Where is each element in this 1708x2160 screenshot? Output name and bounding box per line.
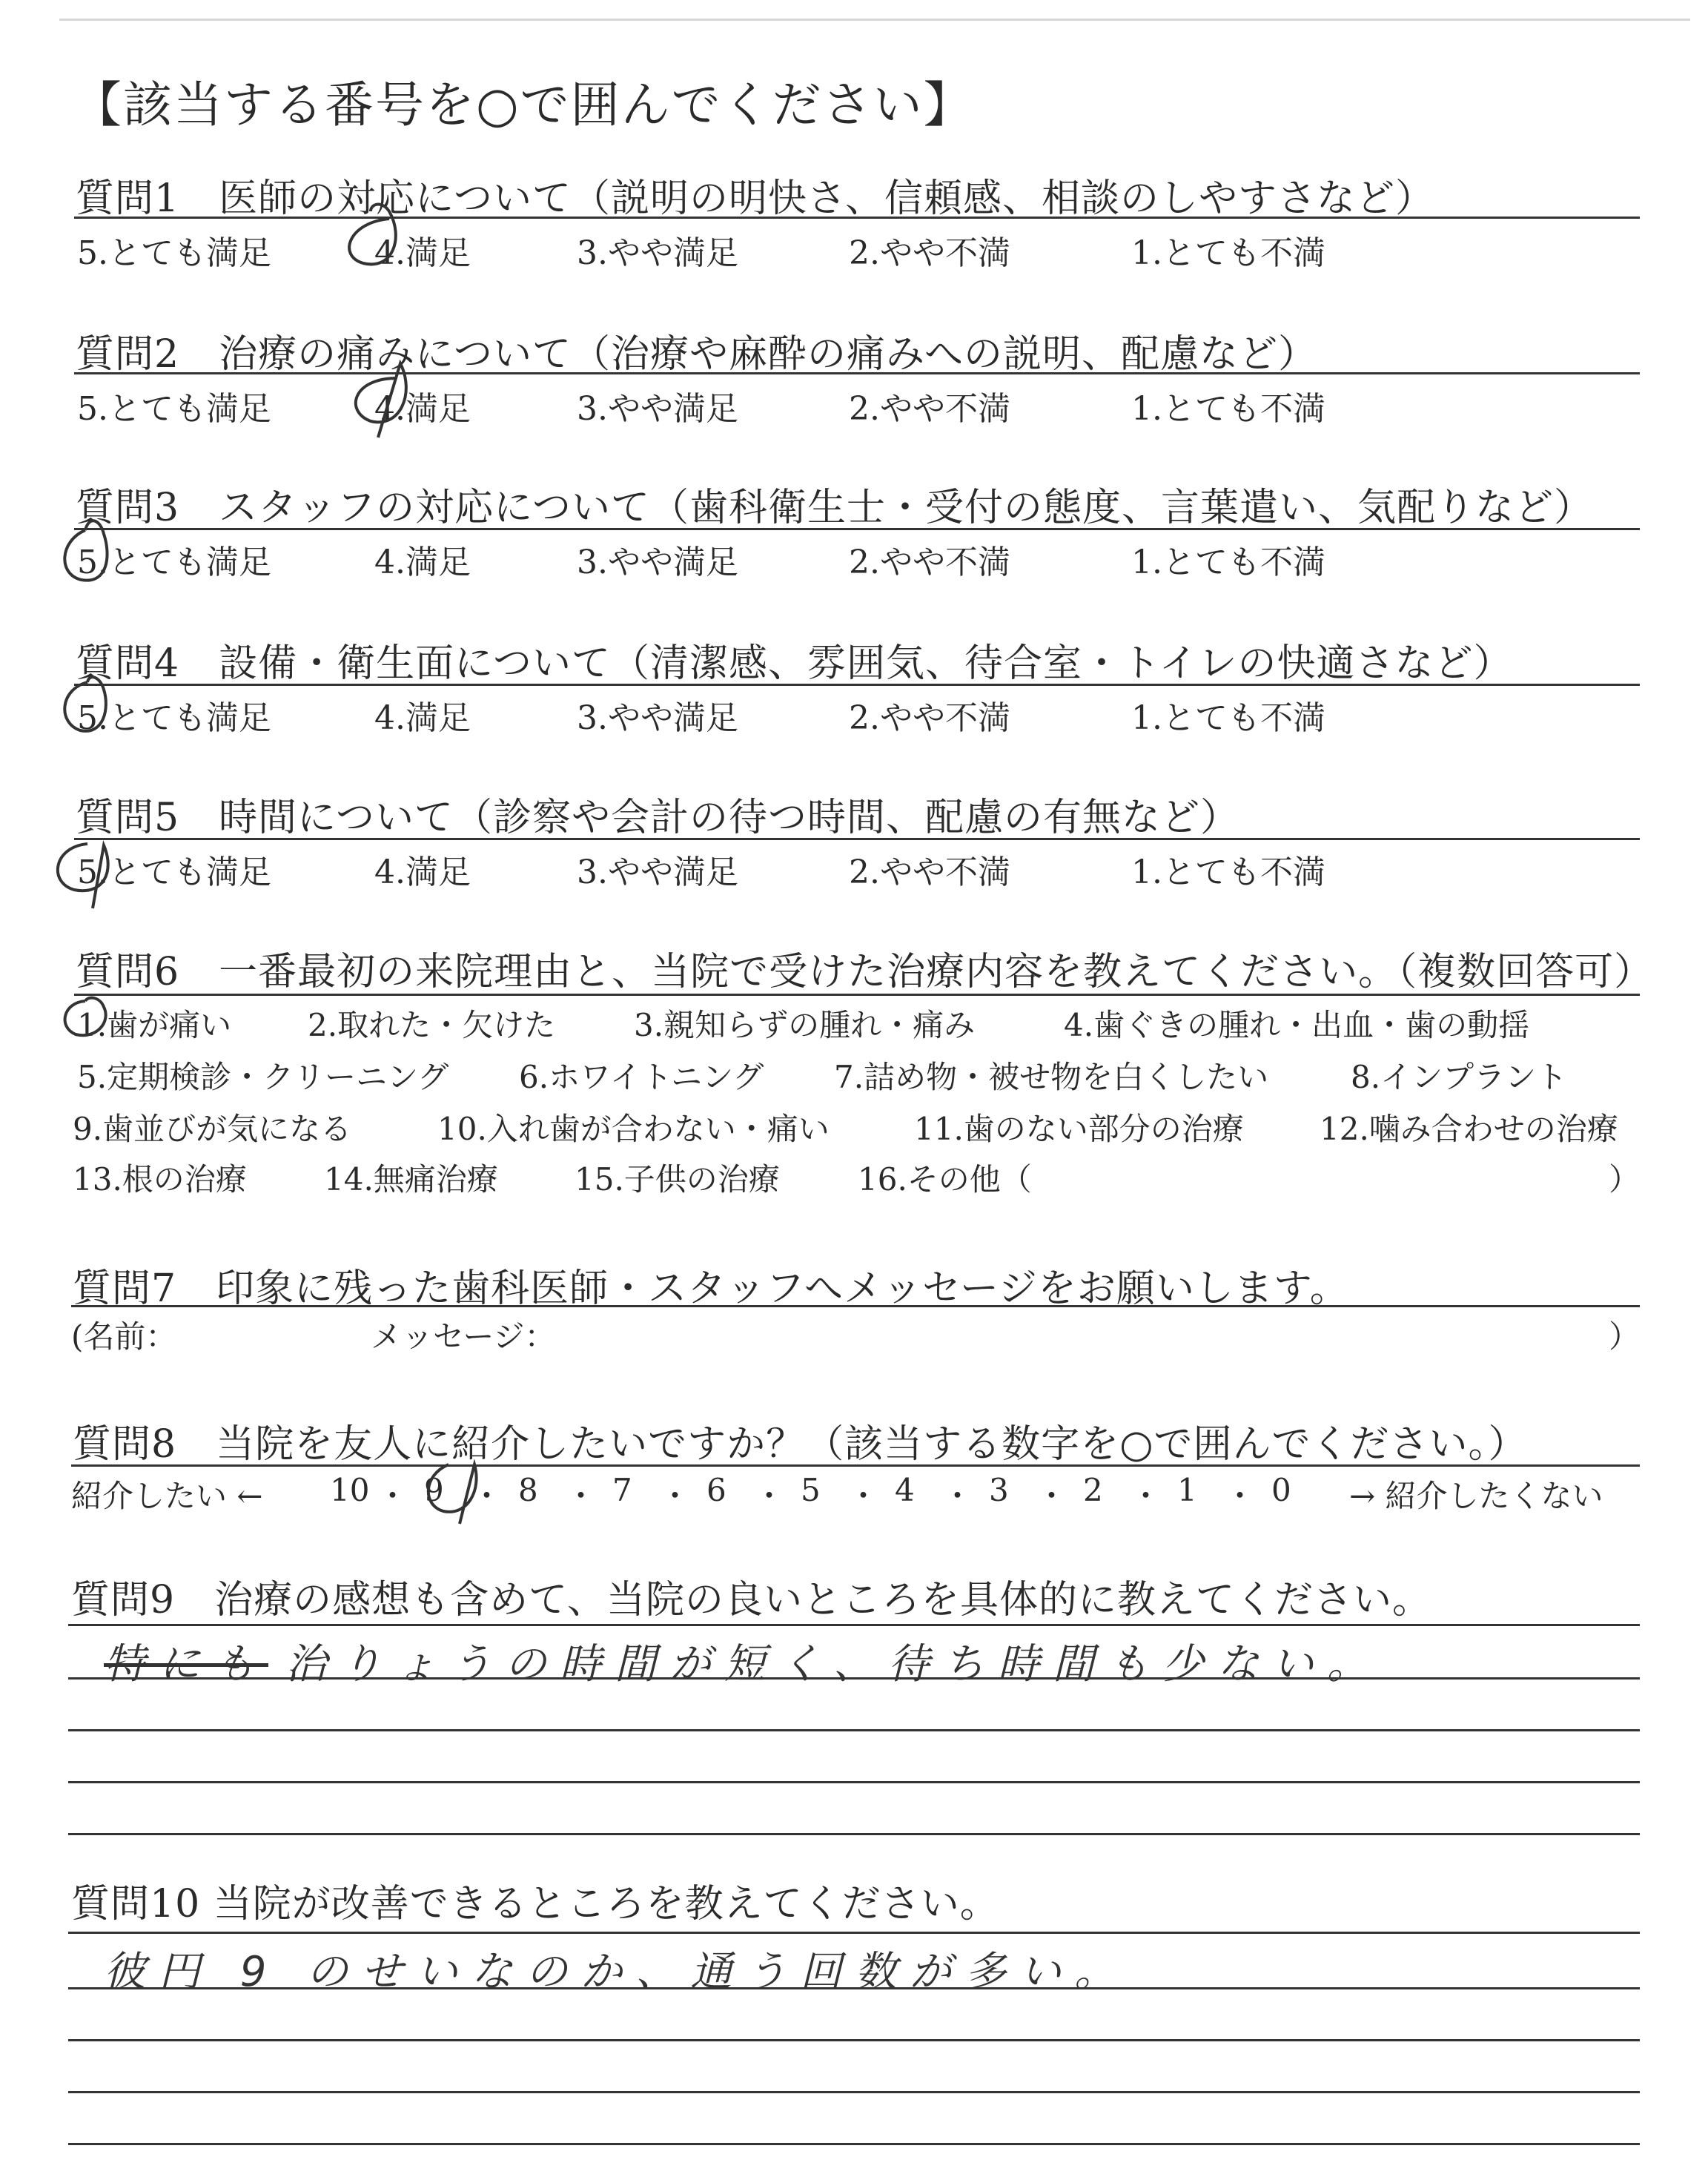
q6-option-1[interactable]: 1.歯が痛い xyxy=(77,1007,232,1043)
q3-option-1[interactable]: 1.とても不満 xyxy=(1131,544,1325,581)
question-2-title: 質問2 治療の痛みについて（治療や麻酔の痛みへの説明、配慮など） xyxy=(76,332,1318,377)
q10-line-1 xyxy=(68,1932,1640,1934)
q6-option-15[interactable]: 15.子供の治療 xyxy=(575,1161,780,1198)
q3-option-4[interactable]: 4.満足 xyxy=(374,544,471,581)
q2-option-4[interactable]: 4.満足 xyxy=(374,390,471,428)
q6-option-2[interactable]: 2.取れた・欠けた xyxy=(308,1007,556,1043)
q8-scale-value-6[interactable]: 6 xyxy=(706,1472,726,1508)
q4-option-3[interactable]: 3.やや満足 xyxy=(577,699,738,737)
q9-struck-text: 特にも xyxy=(104,1640,268,1688)
q9-answer: 治りょうの時間が短く、待ち時間も少ない。 xyxy=(285,1640,1382,1688)
q1-option-5[interactable]: 5.とても満足 xyxy=(77,234,271,272)
q8-scale-value-9[interactable]: 9 xyxy=(424,1472,444,1508)
q8-scale-separator: ・ xyxy=(659,1478,691,1514)
q8-scale-value-1[interactable]: 1 xyxy=(1177,1472,1197,1508)
q8-scale-separator: ・ xyxy=(1224,1478,1256,1514)
q6-option-8[interactable]: 8.インプラント xyxy=(1351,1059,1568,1095)
q8-scale-value-8[interactable]: 8 xyxy=(518,1472,538,1508)
q6-option-7[interactable]: 7.詰め物・被せ物を白くしたい xyxy=(834,1059,1269,1095)
q6-option-4[interactable]: 4.歯ぐきの腫れ・出血・歯の動揺 xyxy=(1064,1007,1530,1043)
q6-option-5[interactable]: 5.定期検診・クリーニング xyxy=(77,1059,449,1095)
q5-option-1[interactable]: 1.とても不満 xyxy=(1131,853,1325,891)
q3-option-3[interactable]: 3.やや満足 xyxy=(577,544,738,581)
q8-scale-separator: ・ xyxy=(471,1478,503,1514)
q3-option-5[interactable]: 5.とても満足 xyxy=(77,544,271,581)
q6-option-9[interactable]: 9.歯並びが気になる xyxy=(73,1111,352,1147)
question-8-title: 質問8 当院を友人に紹介したいですか？（該当する数字を○で囲んでください。） xyxy=(73,1422,1528,1467)
question-2-rule xyxy=(74,372,1640,374)
q9-line-3 xyxy=(68,1729,1640,1731)
q9-line-5 xyxy=(68,1833,1640,1835)
q8-scale-separator: ・ xyxy=(565,1478,597,1514)
q6-option-12[interactable]: 12.噛み合わせの治療 xyxy=(1320,1111,1618,1147)
q6-option-6[interactable]: 6.ホワイトニング xyxy=(519,1059,764,1095)
q9-line-2 xyxy=(68,1677,1640,1680)
question-3-title: 質問3 スタッフの対応について（歯科衛生士・受付の態度、言葉遣い、気配りなど） xyxy=(76,486,1594,530)
q1-option-2[interactable]: 2.やや不満 xyxy=(849,234,1010,272)
q1-option-4[interactable]: 4.満足 xyxy=(374,234,471,272)
q5-option-2[interactable]: 2.やや不満 xyxy=(849,853,1010,891)
q10-line-4 xyxy=(68,2091,1640,2093)
q8-scale-separator: ・ xyxy=(1036,1478,1068,1514)
q6-option-14[interactable]: 14.無痛治療 xyxy=(324,1161,498,1198)
q6-option-10[interactable]: 10.入れ歯が合わない・痛い xyxy=(437,1111,830,1147)
q5-option-5[interactable]: 5.とても満足 xyxy=(77,853,271,891)
q6-option-16-close: ） xyxy=(1609,1161,1641,1198)
q8-right-label: → 紹介したくない xyxy=(1349,1478,1603,1514)
q2-option-5[interactable]: 5.とても満足 xyxy=(77,390,271,428)
q4-option-4[interactable]: 4.満足 xyxy=(374,699,471,737)
question-1-rule xyxy=(74,217,1640,219)
q8-scale-value-0[interactable]: 0 xyxy=(1271,1472,1291,1508)
q8-scale-separator: ・ xyxy=(753,1478,785,1514)
q6-option-3[interactable]: 3.親知らずの腫れ・痛み xyxy=(634,1007,976,1043)
question-6-rule xyxy=(74,994,1640,996)
q4-option-1[interactable]: 1.とても不満 xyxy=(1131,699,1325,737)
question-8-rule xyxy=(71,1464,1640,1467)
q9-line-4 xyxy=(68,1781,1640,1783)
q2-option-1[interactable]: 1.とても不満 xyxy=(1131,390,1325,428)
q5-option-4[interactable]: 4.満足 xyxy=(374,853,471,891)
q8-left-label: 紹介したい ← xyxy=(71,1478,263,1514)
question-7-title: 質問7 印象に残った歯科医師・スタッフへメッセージをお願いします。 xyxy=(73,1266,1349,1311)
q6-option-13[interactable]: 13.根の治療 xyxy=(73,1161,247,1198)
q8-scale-value-4[interactable]: 4 xyxy=(895,1472,915,1508)
q8-scale-value-10[interactable]: 10 xyxy=(330,1472,370,1508)
q8-scale-value-2[interactable]: 2 xyxy=(1083,1472,1103,1508)
q1-option-1[interactable]: 1.とても不満 xyxy=(1131,234,1325,272)
q4-option-2[interactable]: 2.やや不満 xyxy=(849,699,1010,737)
page-title: 【該当する番号を○で囲んでください】 xyxy=(73,76,974,133)
q4-option-5[interactable]: 5.とても満足 xyxy=(77,699,271,737)
q7-close-paren: ） xyxy=(1609,1318,1641,1355)
q8-scale-value-7[interactable]: 7 xyxy=(612,1472,632,1508)
question-7-rule xyxy=(71,1305,1640,1307)
q10-line-5 xyxy=(68,2143,1640,2145)
q7-message-label: メッセージ： xyxy=(371,1318,556,1355)
question-4-title: 質問4 設備・衛生面について（清潔感、雰囲気、待合室・トイレの快適さなど） xyxy=(76,641,1513,686)
question-5-rule xyxy=(74,838,1640,840)
q10-line-3 xyxy=(68,2039,1640,2041)
q8-scale-separator: ・ xyxy=(1130,1478,1162,1514)
q8-scale-value-5[interactable]: 5 xyxy=(801,1472,821,1508)
q8-scale-separator: ・ xyxy=(847,1478,879,1514)
q2-option-2[interactable]: 2.やや不満 xyxy=(849,390,1010,428)
question-10-title: 質問10 当院が改善できるところを教えてください。 xyxy=(71,1882,999,1926)
q8-scale-separator: ・ xyxy=(377,1478,408,1514)
q3-option-2[interactable]: 2.やや不満 xyxy=(849,544,1010,581)
q10-answer: 彼円 9 のせいなのか、通う回数が多い。 xyxy=(104,1948,1130,1996)
q8-scale-value-3[interactable]: 3 xyxy=(989,1472,1009,1508)
q6-option-11[interactable]: 11.歯のない部分の治療 xyxy=(914,1111,1244,1147)
q8-scale-separator: ・ xyxy=(941,1478,973,1514)
question-3-rule xyxy=(74,528,1640,530)
question-6-title: 質問6 一番最初の来院理由と、当院で受けた治療内容を教えてください。（複数回答可） xyxy=(76,950,1654,994)
q2-option-3[interactable]: 3.やや満足 xyxy=(577,390,738,428)
question-4-rule xyxy=(74,684,1640,686)
q9-line-1 xyxy=(68,1624,1640,1626)
question-1-title: 質問1 医師の対応について（説明の明快さ、信頼感、相談のしやすさなど） xyxy=(76,176,1434,221)
q6-option-16[interactable]: 16.その他（ xyxy=(858,1161,1032,1198)
q7-name-label: (名前： xyxy=(71,1318,177,1355)
question-5-title: 質問5 時間について（診察や会計の待つ時間、配慮の有無など） xyxy=(76,796,1240,840)
q1-option-3[interactable]: 3.やや満足 xyxy=(577,234,738,272)
question-9-title: 質問9 治療の感想も含めて、当院の良いところを具体的に教えてください。 xyxy=(71,1578,1432,1622)
q10-line-2 xyxy=(68,1987,1640,1989)
q5-option-3[interactable]: 3.やや満足 xyxy=(577,853,738,891)
top-edge-line xyxy=(59,19,1690,21)
